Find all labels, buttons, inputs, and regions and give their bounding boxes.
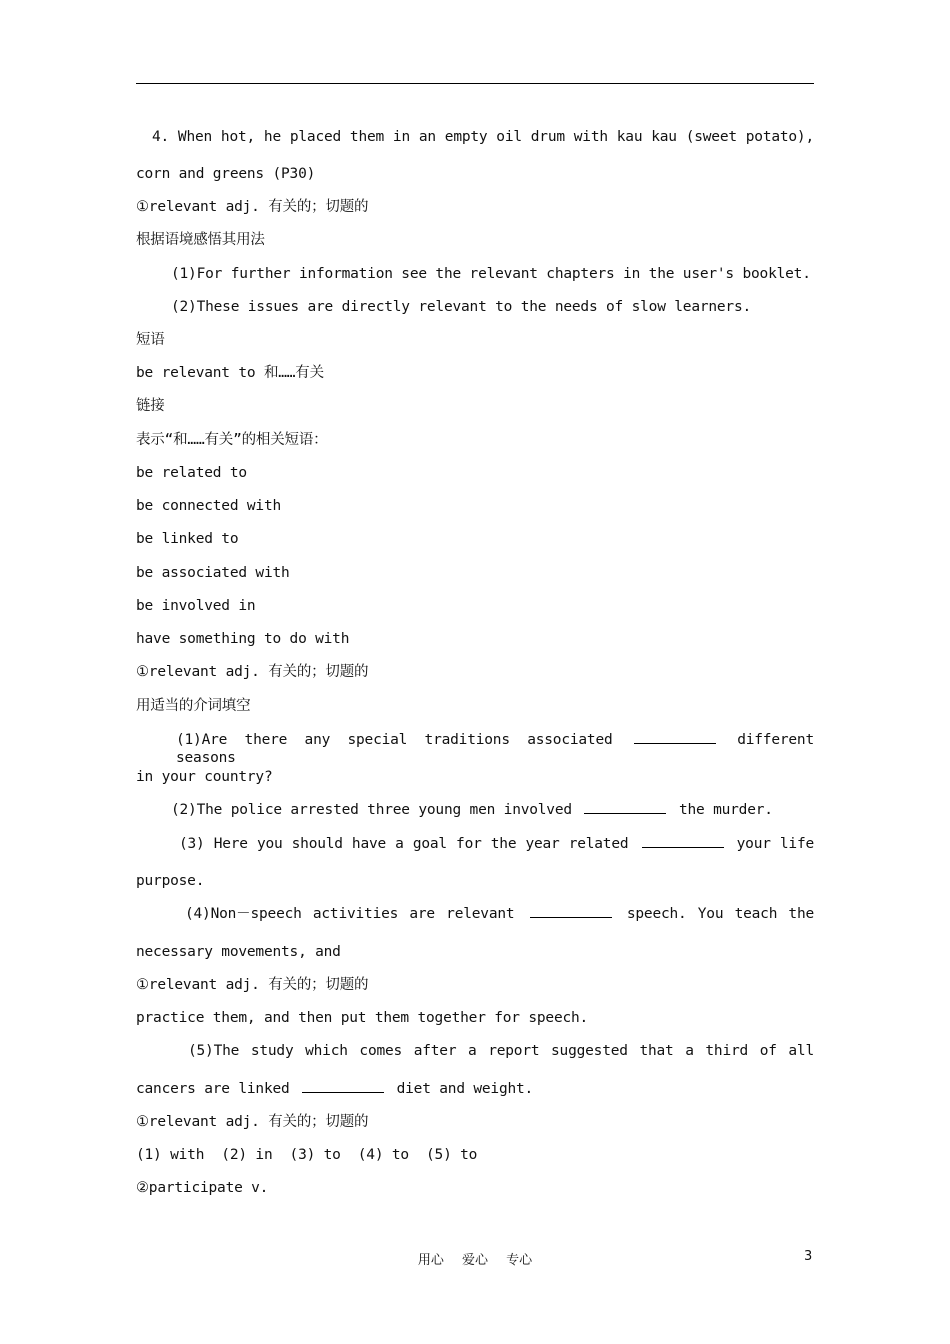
phrase-item: be connected with (136, 498, 282, 514)
text-line: be relevant to 和……有关 (136, 365, 324, 381)
page-number: 3 (804, 1249, 813, 1264)
text-line: ①relevant adj. 有关的；切题的 (136, 199, 369, 215)
answer-blank[interactable] (634, 731, 716, 744)
header-rule (136, 83, 814, 84)
page-footer: 用心 爱心 专心 (417, 1253, 533, 1268)
answer-blank[interactable] (302, 1080, 384, 1093)
exercise-1: (1)Are there any special traditions associated different seasons (176, 732, 814, 766)
phrase-item: be related to (136, 465, 247, 481)
text-line: ①relevant adj. 有关的；切题的 (136, 977, 369, 993)
text-line: ①relevant adj. 有关的；切题的 (136, 664, 369, 680)
answer-blank[interactable] (642, 835, 724, 848)
text-line: practice them, and then put them together for speech. (136, 1010, 589, 1026)
text-line: (1)For further information see the relevant chapters in the user's booklet. (171, 266, 811, 282)
text-line: corn and greens (P30) (136, 166, 316, 182)
exercise-5: (5)The study which comes after a report suggested that a third of all (188, 1043, 814, 1059)
text-line: in your country? (136, 769, 273, 785)
exercise-4: (4)Non－speech activities are relevant speech. You teach the (185, 906, 815, 922)
text-line: 表示“和……有关”的相关短语： (136, 432, 328, 448)
section-label: 链接 (136, 398, 165, 414)
answer-key: (1) with (2) in (3) to (4) to (5) to (136, 1147, 478, 1163)
section-label: 用适当的介词填空 (136, 698, 251, 714)
text-line: purpose. (136, 873, 205, 889)
phrase-item: be linked to (136, 531, 239, 547)
phrase-item: be associated with (136, 565, 290, 581)
answer-blank[interactable] (584, 801, 666, 814)
text-line: necessary movements, and (136, 944, 341, 960)
exercise-2: (2)The police arrested three young men involved the murder. (171, 802, 773, 818)
text-line: 根据语境感悟其用法 (136, 232, 265, 248)
text-line: cancers are linked diet and weight. (136, 1081, 534, 1097)
exercise-3: (3) Here you should have a goal for the year related your life (179, 836, 815, 852)
text-line: ①relevant adj. 有关的；切题的 (136, 1114, 369, 1130)
section-label: 短语 (136, 332, 165, 348)
phrase-item: have something to do with (136, 631, 350, 647)
text-line: 4. When hot, he placed them in an empty oil drum with kau kau (sweet potato), (152, 129, 814, 145)
text-line: (2)These issues are directly relevant to the needs of slow learners. (171, 299, 752, 315)
phrase-item: be involved in (136, 598, 256, 614)
text-line: ②participate v. (136, 1180, 269, 1196)
answer-blank[interactable] (530, 905, 612, 918)
